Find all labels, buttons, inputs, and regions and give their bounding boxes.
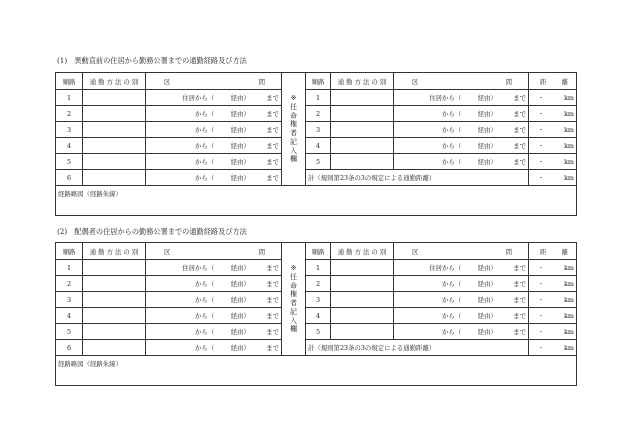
table-row — [56, 260, 577, 276]
header-method-right: 通 勤 方 法 の 別 — [331, 73, 394, 90]
method-field[interactable] — [83, 260, 146, 276]
interval-field[interactable]: から（ 経由） まで — [146, 106, 282, 122]
total-label: 計（規則第23条の3の規定による通勤距離） — [306, 340, 529, 356]
method-field[interactable] — [83, 292, 146, 308]
header-method-right: 通 勤 方 法 の 別 — [331, 243, 394, 260]
method-field-right[interactable] — [331, 90, 394, 106]
table-row — [56, 122, 577, 138]
route-map-area[interactable] — [56, 356, 577, 386]
row-no: 6 — [56, 170, 83, 186]
method-field-right[interactable] — [331, 122, 394, 138]
row-no: 6 — [56, 340, 83, 356]
header-method: 通 勤 方 法 の 別 — [83, 73, 146, 90]
row-no-right: 4 — [306, 308, 331, 324]
header-no: 順路 — [56, 243, 83, 260]
interval-field[interactable]: から（ 経由） まで — [146, 122, 282, 138]
table-row — [56, 154, 577, 170]
table-row — [56, 276, 577, 292]
interval-field-right[interactable]: 住居から（ 経由） まで — [394, 90, 529, 106]
header-method: 通 勤 方 法 の 別 — [83, 243, 146, 260]
interval-field[interactable]: から（ 経由） まで — [146, 154, 282, 170]
header-no: 順路 — [56, 73, 83, 90]
distance-field[interactable]: ・ km — [529, 122, 577, 138]
row-no: 3 — [56, 292, 83, 308]
total-distance-field[interactable]: ・ km — [529, 170, 577, 186]
route-map-label: 経路略図（経路朱線） — [58, 190, 122, 198]
distance-field[interactable]: ・ km — [529, 154, 577, 170]
row-no: 5 — [56, 324, 83, 340]
total-distance-field[interactable]: ・ km — [529, 340, 577, 356]
row-no-right: 2 — [306, 276, 331, 292]
total-label: 計（規則第23条の3の規定による通勤距離） — [306, 170, 529, 186]
table-row — [56, 308, 577, 324]
interval-field[interactable]: 住居から（ 経由） まで — [146, 260, 282, 276]
method-field[interactable] — [83, 324, 146, 340]
header-interval-right: 区 間 — [394, 73, 529, 90]
interval-field-right[interactable]: から（ 経由） まで — [394, 106, 529, 122]
row-no-right: 3 — [306, 122, 331, 138]
interval-field[interactable]: 住居から（ 経由） まで — [146, 90, 282, 106]
map-row — [56, 186, 577, 216]
header-interval: 区 間 — [146, 73, 282, 90]
method-field[interactable] — [83, 90, 146, 106]
header-no-right: 順路 — [306, 73, 331, 90]
row-no: 5 — [56, 154, 83, 170]
method-field-right[interactable] — [331, 154, 394, 170]
header-interval-right: 区 間 — [394, 243, 529, 260]
method-field-right[interactable] — [331, 260, 394, 276]
method-field-right[interactable] — [331, 308, 394, 324]
interval-field[interactable]: から（ 経由） まで — [146, 324, 282, 340]
row-no: 4 — [56, 138, 83, 154]
table-row — [56, 340, 577, 356]
distance-field[interactable]: ・ km — [529, 324, 577, 340]
table-row — [56, 138, 577, 154]
row-no: 4 — [56, 308, 83, 324]
interval-field[interactable]: から（ 経由） まで — [146, 170, 282, 186]
table-row — [56, 90, 577, 106]
table-row — [56, 170, 577, 186]
interval-field[interactable]: から（ 経由） まで — [146, 340, 282, 356]
table-row — [56, 292, 577, 308]
interval-field-right[interactable]: 住居から（ 経由） まで — [394, 260, 529, 276]
interval-field[interactable]: から（ 経由） まで — [146, 292, 282, 308]
interval-field-right[interactable]: から（ 経由） まで — [394, 308, 529, 324]
row-no-right: 3 — [306, 292, 331, 308]
table-row — [56, 324, 577, 340]
interval-field-right[interactable]: から（ 経由） まで — [394, 154, 529, 170]
method-field-right[interactable] — [331, 324, 394, 340]
header-interval: 区 間 — [146, 243, 282, 260]
table-row — [56, 106, 577, 122]
row-no: 1 — [56, 260, 83, 276]
row-no-right: 1 — [306, 260, 331, 276]
distance-field[interactable]: ・ km — [529, 276, 577, 292]
interval-field-right[interactable]: から（ 経由） まで — [394, 138, 529, 154]
map-row — [56, 356, 577, 386]
row-no: 2 — [56, 276, 83, 292]
row-no: 3 — [56, 122, 83, 138]
distance-field[interactable]: ・ km — [529, 260, 577, 276]
header-no-right: 順路 — [306, 243, 331, 260]
section-1-title: (1) 異動直前の住居から勤務公署までの通勤経路及び方法 — [57, 56, 247, 65]
method-field[interactable] — [83, 154, 146, 170]
appointer-note-column: ※ 任 命 権 者 記 入 欄 — [282, 73, 306, 186]
interval-field[interactable]: から（ 経由） まで — [146, 308, 282, 324]
row-no: 1 — [56, 90, 83, 106]
route-map-label: 経路略図（経路朱線） — [58, 360, 122, 368]
section-1-table — [55, 72, 577, 216]
interval-field[interactable]: から（ 経由） まで — [146, 138, 282, 154]
row-no-right: 5 — [306, 324, 331, 340]
appointer-note-column: ※ 任 命 権 者 記 入 欄 — [282, 243, 306, 356]
section-2-table — [55, 242, 577, 386]
method-field-right[interactable] — [331, 276, 394, 292]
distance-field[interactable]: ・ km — [529, 292, 577, 308]
route-map-area[interactable] — [56, 186, 577, 216]
interval-field[interactable]: から（ 経由） まで — [146, 276, 282, 292]
method-field[interactable] — [83, 276, 146, 292]
method-field[interactable] — [83, 308, 146, 324]
header-distance: 距 離 — [529, 73, 577, 90]
row-no-right: 2 — [306, 106, 331, 122]
distance-field[interactable]: ・ km — [529, 138, 577, 154]
method-field[interactable] — [83, 170, 146, 186]
method-field[interactable] — [83, 340, 146, 356]
row-no: 2 — [56, 106, 83, 122]
method-field[interactable] — [83, 122, 146, 138]
distance-field[interactable]: ・ km — [529, 106, 577, 122]
method-field[interactable] — [83, 106, 146, 122]
method-field-right[interactable] — [331, 138, 394, 154]
method-field-right[interactable] — [331, 292, 394, 308]
header-row — [56, 243, 577, 260]
section-2-title: (2) 配偶者の住居からの勤務公署までの通勤経路及び方法 — [57, 227, 247, 236]
interval-field-right[interactable]: から（ 経由） まで — [394, 324, 529, 340]
interval-field-right[interactable]: から（ 経由） まで — [394, 276, 529, 292]
distance-field[interactable]: ・ km — [529, 90, 577, 106]
row-no-right: 5 — [306, 154, 331, 170]
distance-field[interactable]: ・ km — [529, 308, 577, 324]
method-field[interactable] — [83, 138, 146, 154]
interval-field-right[interactable]: から（ 経由） まで — [394, 292, 529, 308]
header-row — [56, 73, 577, 90]
header-distance: 距 離 — [529, 243, 577, 260]
row-no-right: 1 — [306, 90, 331, 106]
row-no-right: 4 — [306, 138, 331, 154]
method-field-right[interactable] — [331, 106, 394, 122]
interval-field-right[interactable]: から（ 経由） まで — [394, 122, 529, 138]
